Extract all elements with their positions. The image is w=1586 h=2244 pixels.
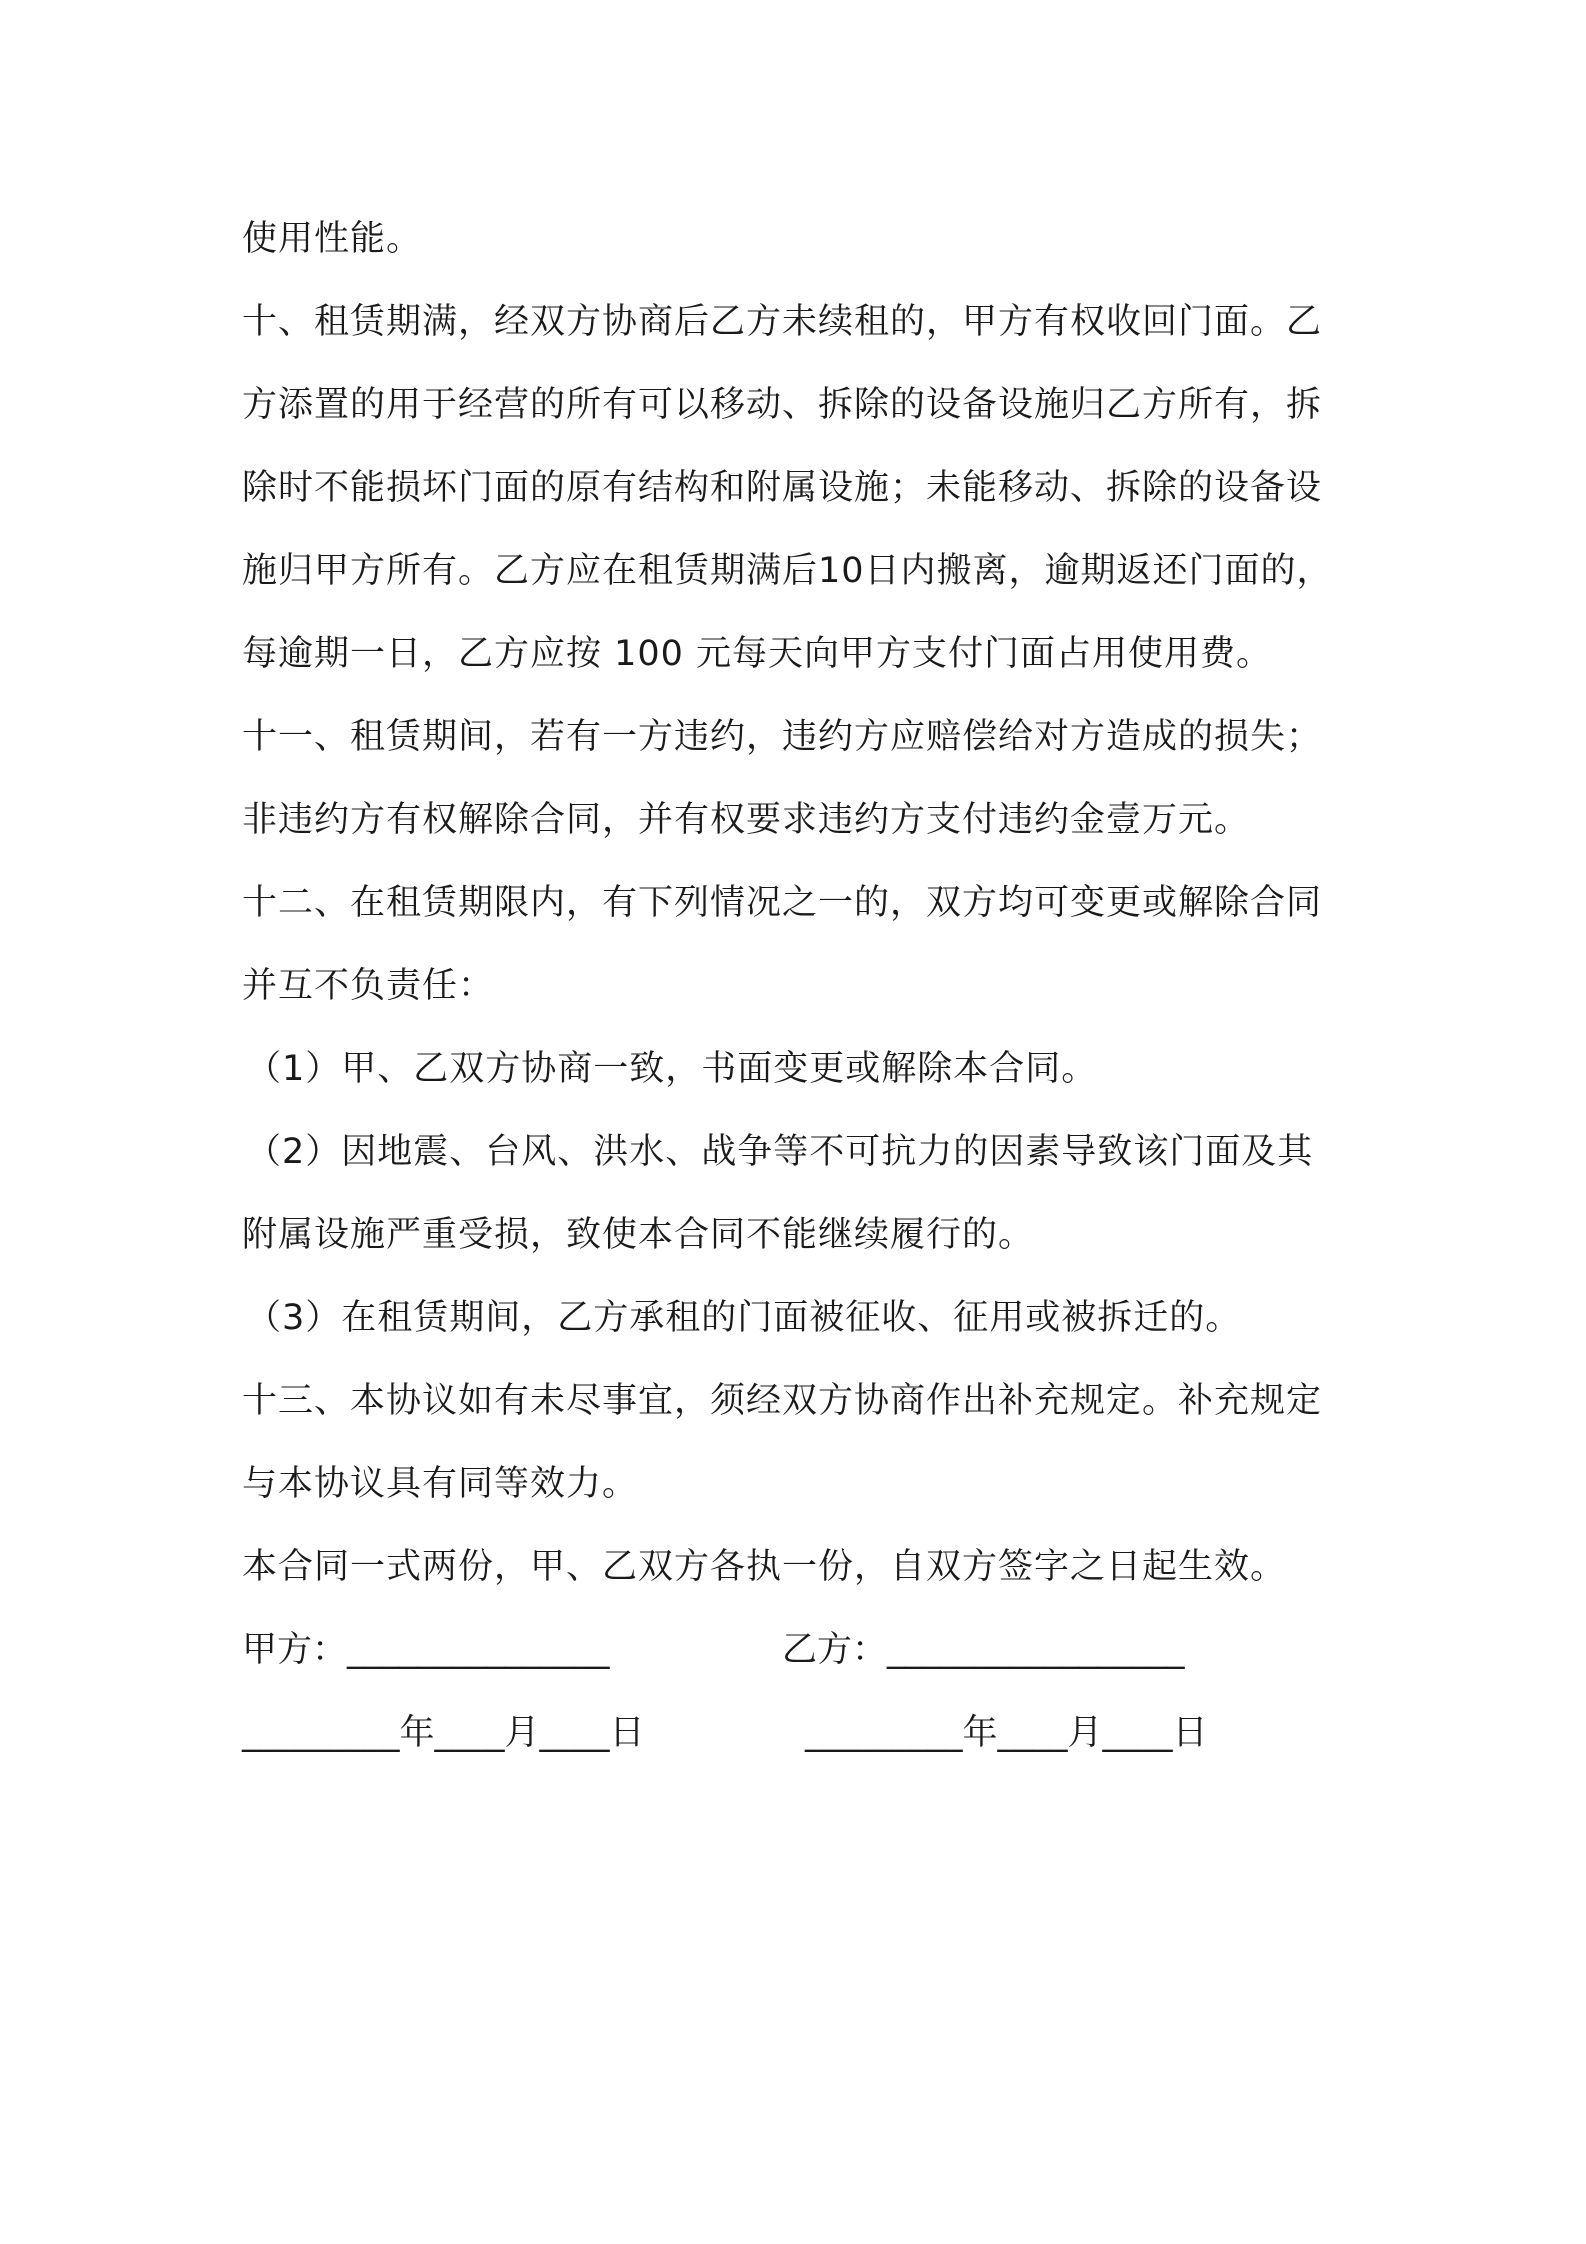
signature-row — [242, 1609, 1362, 1692]
party-a-date: _________年____月____日 — [242, 1713, 645, 1753]
effective-clause: 本合同一式两份，甲、乙双方各执一份，自双方签字之日起生效。 — [242, 1547, 1287, 1587]
clause-13-line: 与本协议具有同等效力。 — [242, 1464, 639, 1504]
clause-12-line: 十二、在租赁期限内，有下列情况之一的，双方均可变更或解除合同 — [242, 883, 1323, 923]
clause-10-line: 方添置的用于经营的所有可以移动、拆除的设备设施归乙方所有，拆 — [242, 385, 1323, 425]
date-row — [242, 1692, 1362, 1775]
clause-12-item-1: （1）甲、乙双方协商一致，书面变更或解除本合同。 — [246, 1049, 1098, 1089]
clause-11-line: 非违约方有权解除合同，并有权要求违约方支付违约金壹万元。 — [242, 800, 1251, 840]
clause-12-line: 并互不负责任： — [242, 966, 495, 1006]
clause-12-item-2: （2）因地震、台风、洪水、战争等不可抗力的因素导致该门面及其 — [246, 1132, 1314, 1172]
text-line: 使用性能。 — [242, 219, 423, 259]
clause-13-line: 十三、本协议如有未尽事宜，须经双方协商作出补充规定。补充规定 — [242, 1381, 1323, 1421]
clause-10-line: 施归甲方所有。乙方应在租赁期满后10日内搬离，逾期返还门面的， — [242, 551, 1333, 591]
clause-11-line: 十一、租赁期间，若有一方违约，违约方应赔偿给对方造成的损失； — [242, 717, 1323, 757]
clause-10-line: 除时不能损坏门面的原有结构和附属设施；未能移动、拆除的设备设 — [242, 468, 1323, 508]
clause-12-item-2-cont: 附属设施严重受损，致使本合同不能继续履行的。 — [242, 1215, 1035, 1255]
party-b-signature: 乙方：_________________ — [782, 1630, 1185, 1670]
document-page — [242, 198, 1362, 1775]
clause-12-item-3: （3）在租赁期间，乙方承租的门面被征收、征用或被拆迁的。 — [246, 1298, 1242, 1338]
party-a-signature: 甲方：_______________ — [242, 1630, 610, 1670]
party-b-date: _________年____月____日 — [805, 1713, 1208, 1753]
clause-10-line: 每逾期一日，乙方应按 100 元每天向甲方支付门面占用使用费。 — [242, 634, 1273, 674]
clause-10-line: 十、租赁期满，经双方协商后乙方未续租的，甲方有权收回门面。乙 — [242, 302, 1323, 342]
